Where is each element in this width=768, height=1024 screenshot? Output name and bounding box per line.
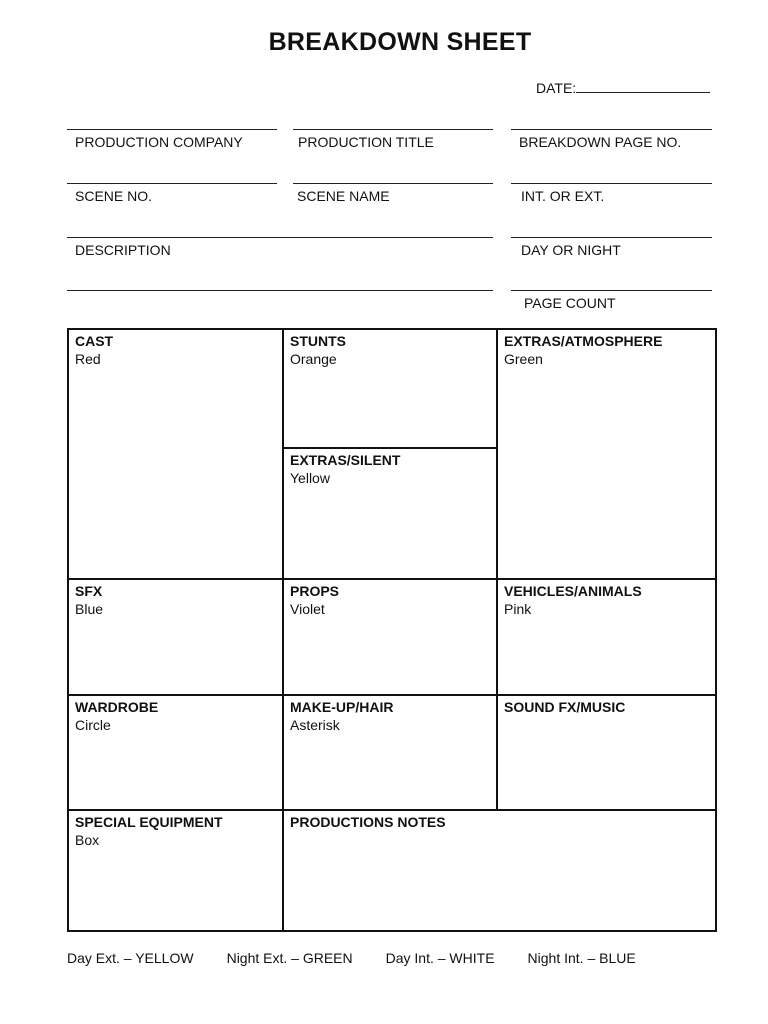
stunts-title: STUNTS (290, 333, 346, 349)
scene-name-field[interactable] (293, 183, 493, 204)
special-equipment-cell[interactable] (68, 810, 283, 931)
special-equipment-title: SPECIAL EQUIPMENT (75, 814, 223, 830)
production-company-field[interactable] (67, 129, 277, 150)
int-or-ext-field[interactable] (511, 183, 712, 204)
cast-cell[interactable] (68, 329, 283, 579)
sfx-color: Blue (75, 601, 104, 617)
legend-night-ext: Night Ext. – GREEN (226, 950, 353, 966)
makeup-hair-cell[interactable] (283, 695, 497, 810)
scene-no-field[interactable] (67, 183, 277, 204)
cast-color: Red (75, 351, 101, 367)
page-count-label: PAGE COUNT (524, 295, 616, 311)
vehicles-animals-cell[interactable] (497, 579, 716, 695)
props-title: PROPS (290, 583, 340, 599)
day-or-night-label: DAY OR NIGHT (521, 242, 621, 258)
props-cell[interactable] (283, 579, 497, 695)
date-line (576, 80, 710, 93)
extras-atmosphere-cell[interactable] (497, 329, 716, 579)
production-company-label: PRODUCTION COMPANY (75, 134, 243, 150)
scene-name-label: SCENE NAME (297, 188, 390, 204)
extras-atmosphere-color: Green (504, 351, 543, 367)
day-or-night-field[interactable] (511, 237, 712, 258)
extras-atmosphere-title: EXTRAS/ATMOSPHERE (504, 333, 663, 349)
stunts-cell[interactable] (283, 329, 497, 448)
props-color: Violet (290, 601, 325, 617)
sound-fx-music-cell[interactable] (497, 695, 716, 810)
breakdown-page-no-label: BREAKDOWN PAGE NO. (519, 134, 682, 150)
date-label: DATE: (536, 80, 577, 96)
makeup-hair-title: MAKE-UP/HAIR (290, 699, 394, 715)
color-legend (67, 950, 669, 966)
vehicles-animals-title: VEHICLES/ANIMALS (504, 583, 642, 599)
sfx-title: SFX (75, 583, 103, 599)
production-notes-cell[interactable] (283, 810, 716, 931)
extras-silent-title: EXTRAS/SILENT (290, 452, 401, 468)
special-equipment-color: Box (75, 832, 100, 848)
extras-silent-cell[interactable] (283, 448, 497, 579)
sound-fx-music-title: SOUND FX/MUSIC (504, 699, 626, 715)
description-line-2[interactable] (67, 290, 493, 291)
page-count-field[interactable] (511, 290, 712, 311)
breakdown-page-no-field[interactable] (511, 129, 712, 150)
breakdown-grid (67, 328, 717, 932)
vehicles-animals-color: Pink (504, 601, 532, 617)
legend-day-ext: Day Ext. – YELLOW (67, 950, 194, 966)
cast-title: CAST (75, 333, 114, 349)
extras-silent-color: Yellow (290, 470, 330, 486)
scene-no-label: SCENE NO. (75, 188, 153, 204)
wardrobe-color: Circle (75, 717, 111, 733)
legend-night-int: Night Int. – BLUE (527, 950, 636, 966)
makeup-hair-color: Asterisk (290, 717, 340, 733)
wardrobe-title: WARDROBE (75, 699, 159, 715)
stunts-color: Orange (290, 351, 337, 367)
sheet-title: BREAKDOWN SHEET (268, 28, 532, 56)
production-title-field[interactable] (293, 129, 493, 150)
production-notes-title: PRODUCTIONS NOTES (290, 814, 446, 830)
description-label: DESCRIPTION (75, 242, 171, 258)
date-field[interactable] (536, 80, 710, 96)
int-or-ext-label: INT. OR EXT. (521, 188, 605, 204)
legend-day-int: Day Int. – WHITE (385, 950, 495, 966)
wardrobe-cell[interactable] (68, 695, 283, 810)
sfx-cell[interactable] (68, 579, 283, 695)
production-title-label: PRODUCTION TITLE (298, 134, 434, 150)
description-field[interactable] (67, 237, 493, 258)
